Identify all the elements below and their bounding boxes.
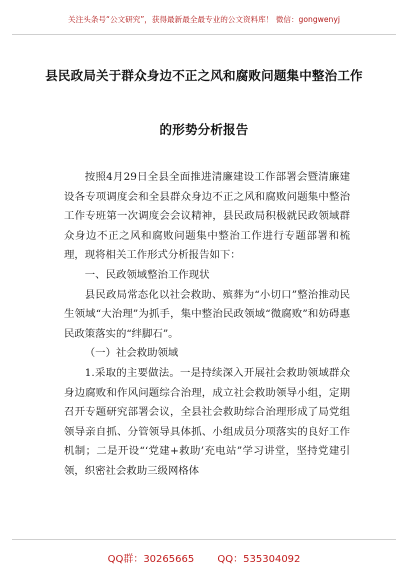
header-banner [12, 6, 396, 35]
paragraph-practices: 1.采取的主要做法。一是持续深入开展社会救助领域群众身边腐败和作风问题综合治理，成立社会救助领导小组，定期召开专题研究部署会议，全县社会救助综合治理形成了局党组领导亲自抓、分管领导具体抓、小组成员分项落实的良好工作机制；二是开设“‘党建+救助’充电站”学习讲堂，坚持党建引领，织密社会救助三级网格体 [64, 366, 350, 477]
footer-contact [12, 539, 396, 580]
header-banner-text: 关注头条号“公文研究”，获得最新最全最专业的公文资料库！ 微信：gongwenyj [68, 15, 340, 24]
footer-qq-group: QQ群：30265665 [107, 554, 195, 565]
footer-qq-number: QQ：535304092 [217, 554, 301, 565]
paragraph-overview: 县民政局常态化以社会救助、殡葬为“小切口”整治推动民生领域“大治理”为抓手，集中整治民政领域“微腐败”和妨碍惠民政策落实的“绊脚石”。 [64, 288, 350, 340]
document-title-line-2: 的形势分析报告 [159, 122, 249, 137]
document-title-line-1: 县民政局关于群众身边不正之风和腐败问题集中整治工作 [45, 68, 363, 83]
subsection-heading-1: （一）社会救助领域 [84, 347, 179, 360]
section-heading-1: 一、民政领域整治工作现状 [84, 268, 210, 281]
document-body [64, 168, 350, 482]
paragraph-intro: 按照4月29日全县全面推进清廉建设工作部署会暨清廉建设各专项调度会和全县群众身边不正之风和腐败问题集中整治工作专班第一次调度会会议精神，县民政局积极就民政领域群众身边不正之风和腐败问题集中整治工作进行专题部署和梳理，现将相关工作形式分析报告如下： [64, 171, 350, 262]
